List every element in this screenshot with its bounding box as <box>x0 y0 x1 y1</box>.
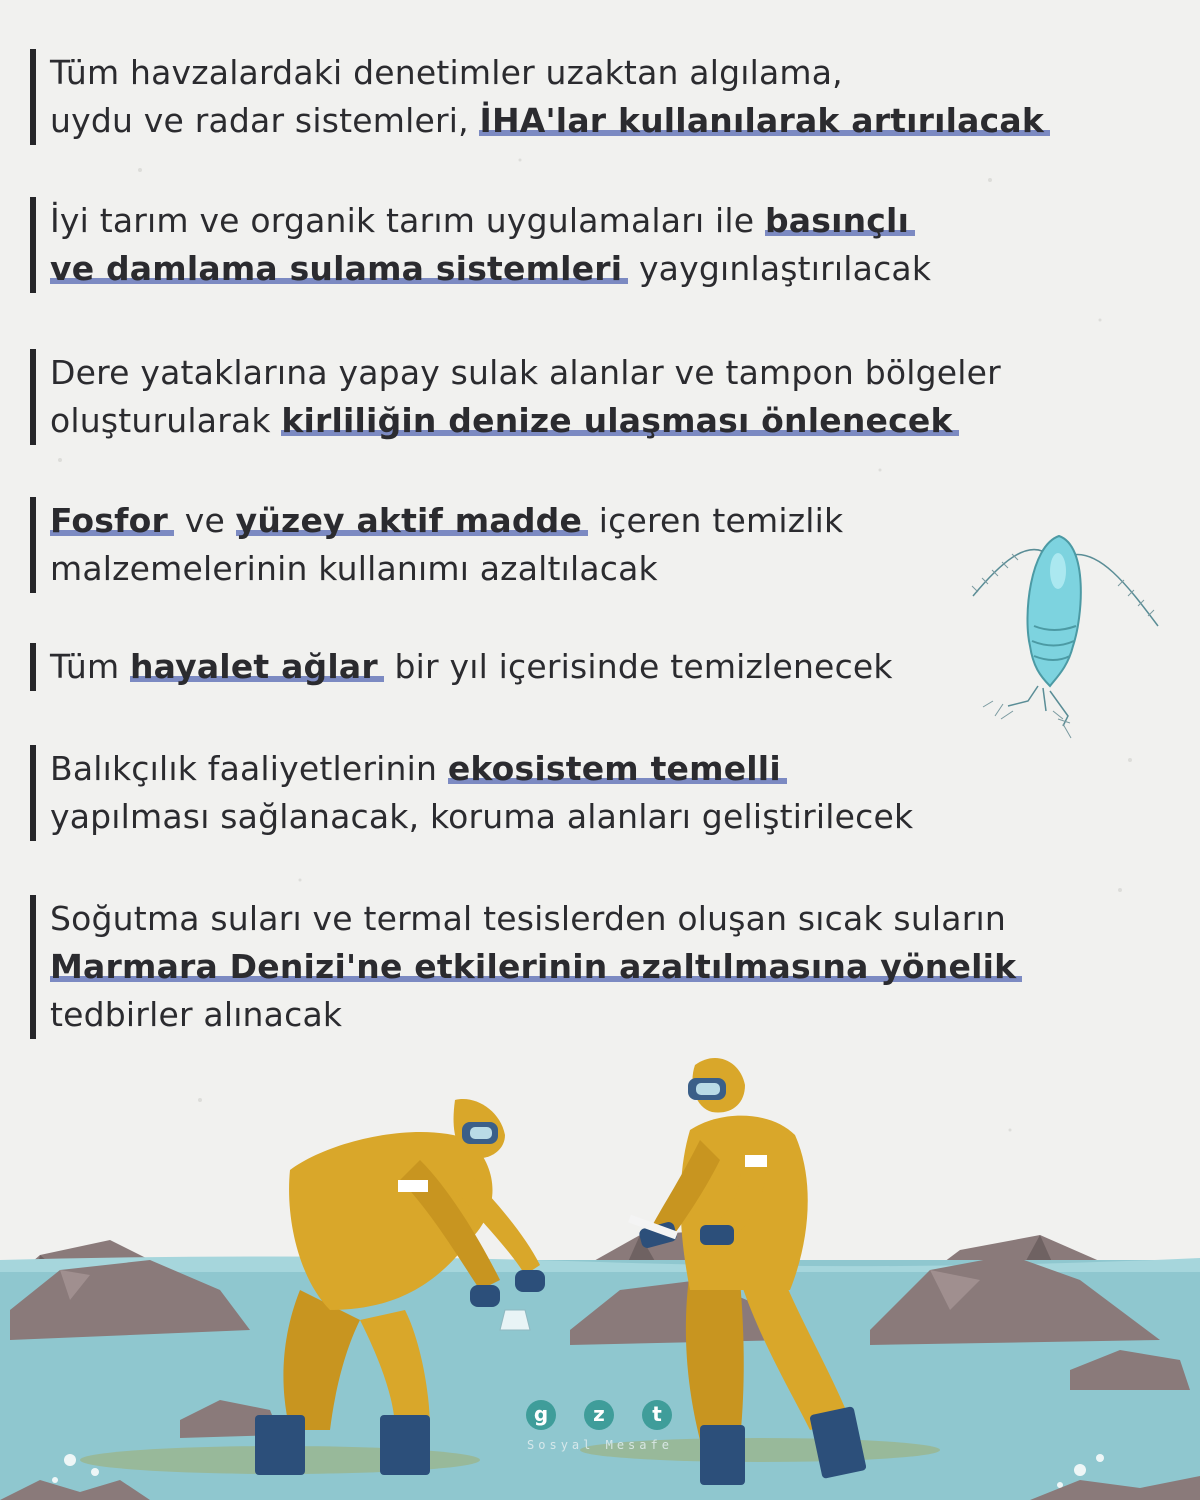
measure-item-balikcilik <box>30 745 913 841</box>
highlighted-phrase: basınçlı <box>765 201 915 240</box>
measure-line <box>50 245 931 293</box>
measure-text: yaygınlaştırılacak <box>628 249 932 288</box>
highlighted-phrase: Fosfor <box>50 501 174 540</box>
measure-text: Balıkçılık faaliyetlerinin <box>50 749 448 788</box>
measure-item-hayalet-aglar <box>30 643 893 691</box>
measure-line <box>50 349 1001 397</box>
measure-line <box>50 49 1050 97</box>
measure-item-fosfor <box>30 497 843 593</box>
logo-letter-z: z <box>584 1400 614 1430</box>
highlighted-phrase: İHA'lar kullanılarak artırılacak <box>479 101 1050 140</box>
measure-text: İyi tarım ve organik tarım uygulamaları ile <box>50 201 765 240</box>
measure-text: ve <box>174 501 236 540</box>
highlighted-phrase: yüzey aktif madde <box>236 501 588 540</box>
measure-text: Soğutma suları ve termal tesislerden oluşan sıcak suların <box>50 899 1006 938</box>
measure-line <box>50 397 1001 445</box>
measure-item-dere-yataklari <box>30 349 1001 445</box>
measure-text: tedbirler alınacak <box>50 995 343 1034</box>
logo-letter-t: t <box>642 1400 672 1430</box>
highlighted-phrase: hayalet ağlar <box>130 647 384 686</box>
measure-line <box>50 745 913 793</box>
measure-text: uydu ve radar sistemleri, <box>50 101 480 140</box>
measure-item-uzaktan-algilama <box>30 49 1050 145</box>
highlighted-phrase: kirliliğin denize ulaşması önlenecek <box>281 401 958 440</box>
measure-line <box>50 643 893 691</box>
measure-text: oluşturularak <box>50 401 282 440</box>
highlighted-phrase: Marmara Denizi'ne etkilerinin azaltılmasına yönelik <box>50 947 1022 986</box>
measure-line <box>50 793 913 841</box>
measure-text: bir yıl içerisinde temizlenecek <box>383 647 893 686</box>
measure-line <box>50 943 1022 991</box>
measure-line <box>50 991 1022 1039</box>
measure-text: yapılması sağlanacak, koruma alanları geliştirilecek <box>50 797 914 836</box>
measure-text: Dere yataklarına yapay sulak alanlar ve tampon bölgeler <box>50 353 1001 392</box>
measure-text: Tüm <box>50 647 130 686</box>
highlighted-phrase: ve damlama sulama sistemleri <box>50 249 628 288</box>
gzt-logo <box>520 1400 680 1460</box>
measure-line <box>50 197 931 245</box>
measure-item-sogutma-sulari <box>30 895 1022 1039</box>
measure-text: malzemelerinin kullanımı azaltılacak <box>50 549 658 588</box>
measure-text: Tüm havzalardaki denetimler uzaktan algılama, <box>50 53 843 92</box>
logo-letter-g: g <box>526 1400 556 1430</box>
measure-line <box>50 497 843 545</box>
measure-text: içeren temizlik <box>588 501 844 540</box>
measure-item-sulama <box>30 197 931 293</box>
measure-line <box>50 97 1050 145</box>
measure-line <box>50 545 843 593</box>
highlighted-phrase: ekosistem temelli <box>448 749 787 788</box>
plankton-illustration <box>968 526 1168 746</box>
logo-subtitle: Sosyal Mesafe <box>527 1438 673 1452</box>
measure-line <box>50 895 1022 943</box>
